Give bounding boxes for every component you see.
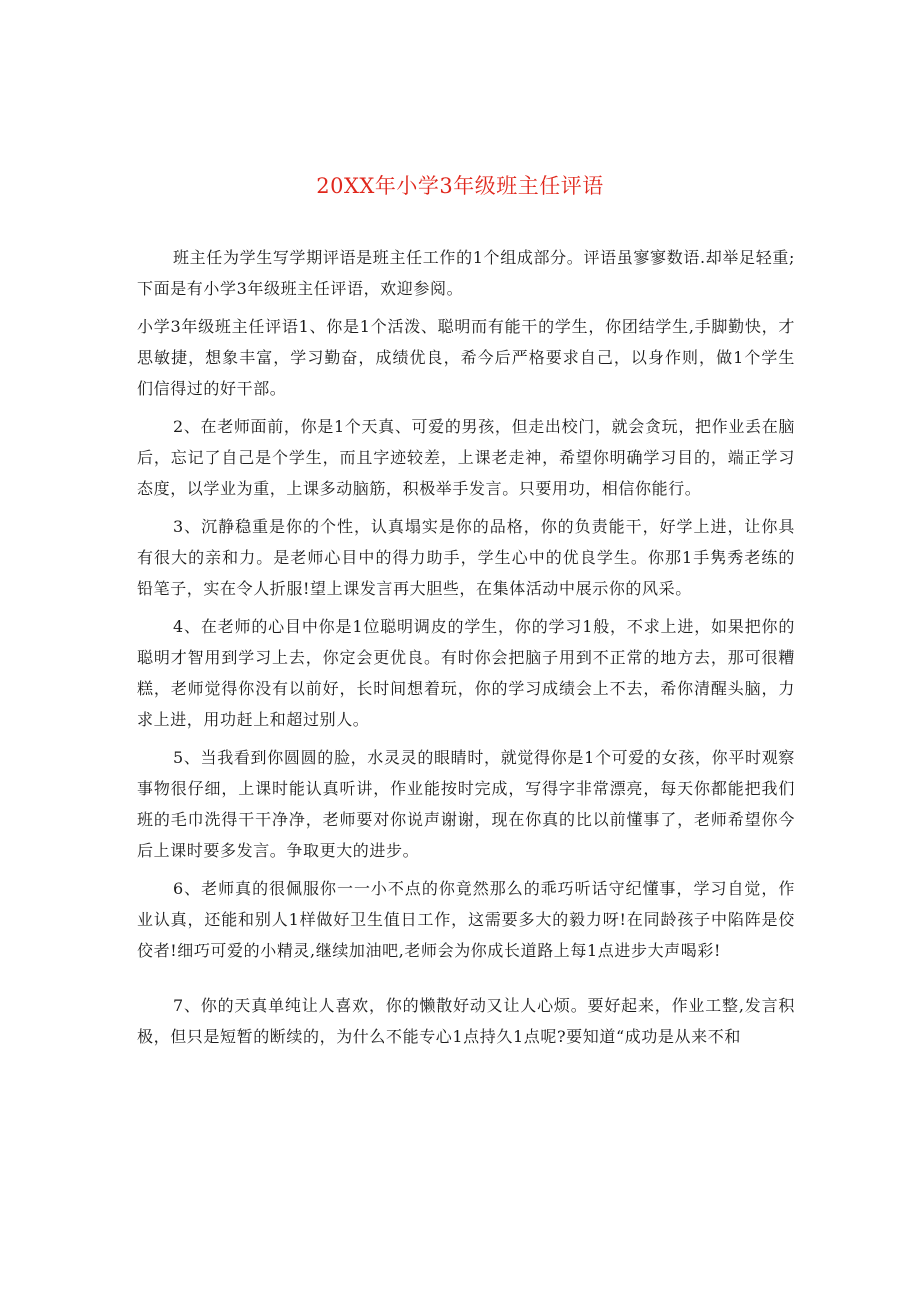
paragraph-intro: 班主任为学生写学期评语是班主任工作的1个组成部分。评语虽寥寥数语.却举足轻重;下面是有小学3年级班主任评语，欢迎参阅。 [137, 248, 795, 298]
document-body [137, 242, 795, 1059]
document-title: 20XX年小学3年级班主任评语 [316, 174, 604, 198]
paragraph-comment-7: 7、你的天真单纯让人喜欢，你的懒散好动又让人心烦。要好起来，作业工整,发言积极，但只是短暂的断续的，为什么不能专心1点持久1点呢?要知道“成功是从来不和 [137, 996, 795, 1046]
paragraph-comment-2: 2、在老师面前，你是1个天真、可爱的男孩，但走出校门，就会贪玩，把作业丢在脑后，忘记了自己是个学生，而且字迹较差，上课老走神，希望你明确学习目的，端正学习态度，以学业为重，上课多动脑筋，积极举手发言。只要用功，相信你能行。 [137, 417, 795, 498]
paragraph-comment-1: 小学3年级班主任评语1、你是1个活泼、聪明而有能干的学生，你团结学生,手脚勤快，才思敏捷，想象丰富，学习勤奋，成绩优良，希今后严格要求自己，以身作则，做1个学生们信得过的好干部。 [137, 317, 795, 398]
paragraph-comment-5: 5、当我看到你圆圆的脸，水灵灵的眼睛时，就觉得你是1个可爱的女孩，你平时观察事物很仔细，上课时能认真听讲，作业能按时完成，写得字非常漂亮，每天你都能把我们班的毛巾洗得干干净净，老师要对你说声谢谢，现在你真的比以前懂事了，老师希望你今后上课时要多发言。争取更大的进步。 [137, 748, 795, 860]
paragraph-comment-4: 4、在老师的心目中你是1位聪明调皮的学生，你的学习1般，不求上进，如果把你的聪明才智用到学习上去，你定会更优良。有时你会把脑子用到不正常的地方去，那可很糟糕，老师觉得你没有以前好，长时间想着玩，你的学习成绩会上不去，希你清醒头脑，力求上进，用功赶上和超过别人。 [137, 617, 795, 729]
paragraph-comment-6: 6、老师真的很佩服你一一小不点的你竟然那么的乖巧听话守纪懂事，学习自觉，作业认真，还能和别人1样做好卫生值日工作，这需要多大的毅力呀!在同龄孩子中陷阵是佼佼者!细巧可爱的小精灵,继续加油吧,老师会为你成长道路上每1点进步大声喝彩! [137, 879, 795, 960]
paragraph-comment-3: 3、沉静稳重是你的个性，认真塌实是你的品格，你的负责能干，好学上进，让你具有很大的亲和力。是老师心目中的得力助手，学生心中的优良学生。你那1手隽秀老练的铅笔子，实在令人折服!望上课发言再大胆些，在集体活动中展示你的风采。 [137, 517, 795, 598]
